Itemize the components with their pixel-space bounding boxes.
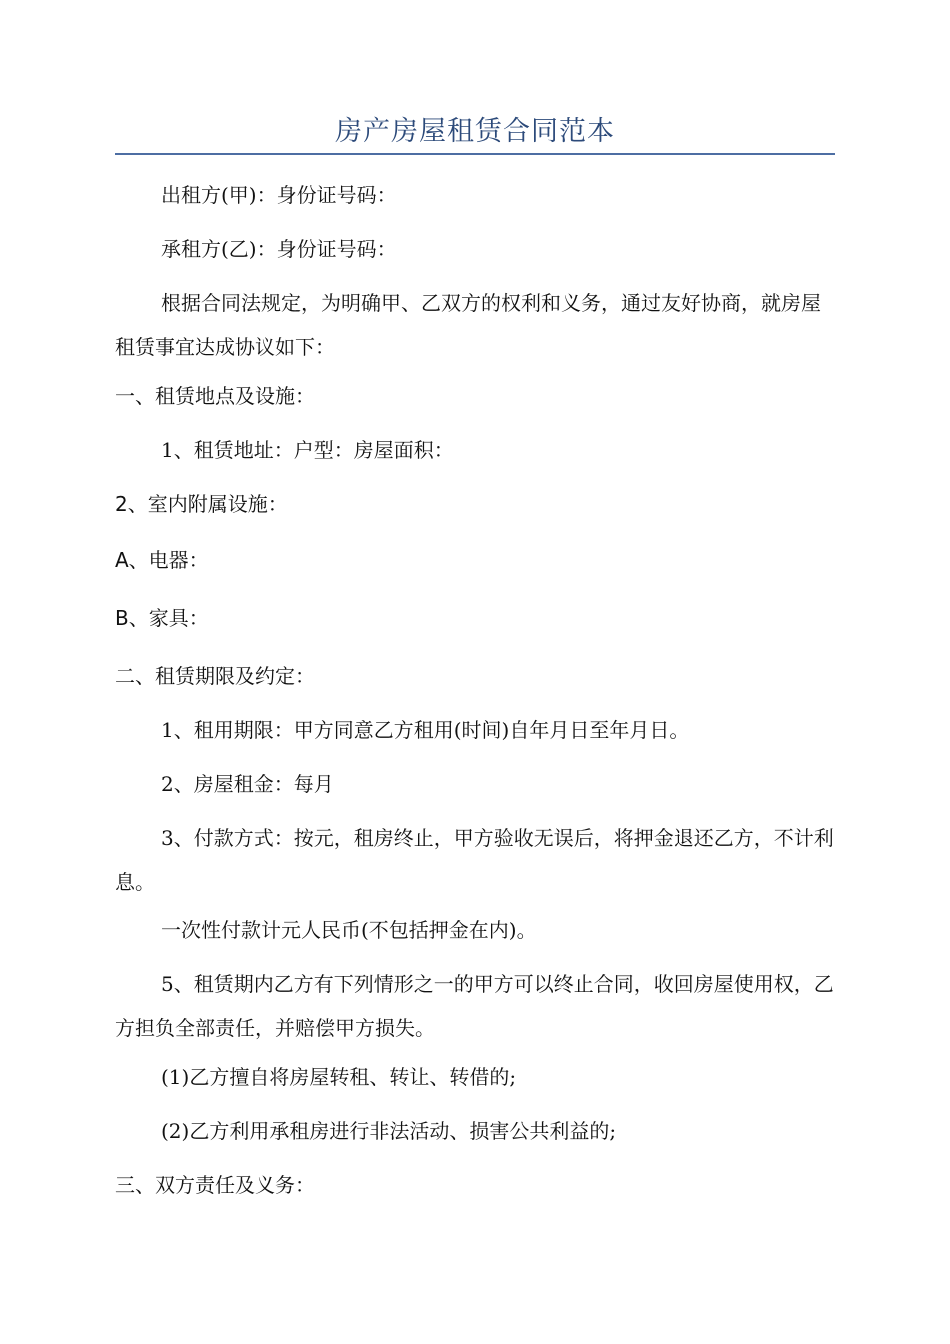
clause-2-1: 1、租用期限：甲方同意乙方租用(时间)自年月日至年月日。 — [161, 718, 690, 742]
section-heading-2: 二、租赁期限及约定： — [115, 664, 315, 688]
preamble-paragraph: 根据合同法规定，为明确甲、乙双方的权利和义务，通过友好协商，就房屋租赁事宜达成协议如下： — [115, 291, 821, 359]
clause-2-4: 一次性付款计元人民币(不包括押金在内)。 — [161, 918, 537, 942]
clause-2-5-2: (2)乙方利用承租房进行非法活动、损害公共利益的; — [161, 1119, 617, 1143]
clause-1-2-a: A、电器： — [115, 548, 209, 572]
section-heading-1: 一、租赁地点及设施： — [115, 384, 315, 408]
section-heading-3: 三、双方责任及义务： — [115, 1173, 315, 1197]
lessor-line: 出租方(甲)：身份证号码： — [161, 183, 397, 207]
clause-2-5-1: (1)乙方擅自将房屋转租、转让、转借的; — [161, 1065, 517, 1089]
clause-2-5: 5、租赁期内乙方有下列情形之一的甲方可以终止合同，收回房屋使用权，乙方担负全部责任，并赔偿甲方损失。 — [115, 972, 834, 1040]
clause-2-2: 2、房屋租金：每月 — [161, 772, 334, 796]
clause-2-3: 3、付款方式：按元，租房终止，甲方验收无误后，将押金退还乙方，不计利息。 — [115, 826, 834, 894]
document-title: 房产房屋租赁合同范本 — [335, 116, 615, 147]
clause-1-2-b: B、家具： — [115, 606, 209, 630]
clause-1-1: 1、租赁地址：户型：房屋面积： — [161, 438, 454, 462]
clause-1-2: 2、室内附属设施： — [115, 492, 288, 516]
title-underline — [115, 153, 835, 155]
lessee-line: 承租方(乙)：身份证号码： — [161, 237, 397, 261]
